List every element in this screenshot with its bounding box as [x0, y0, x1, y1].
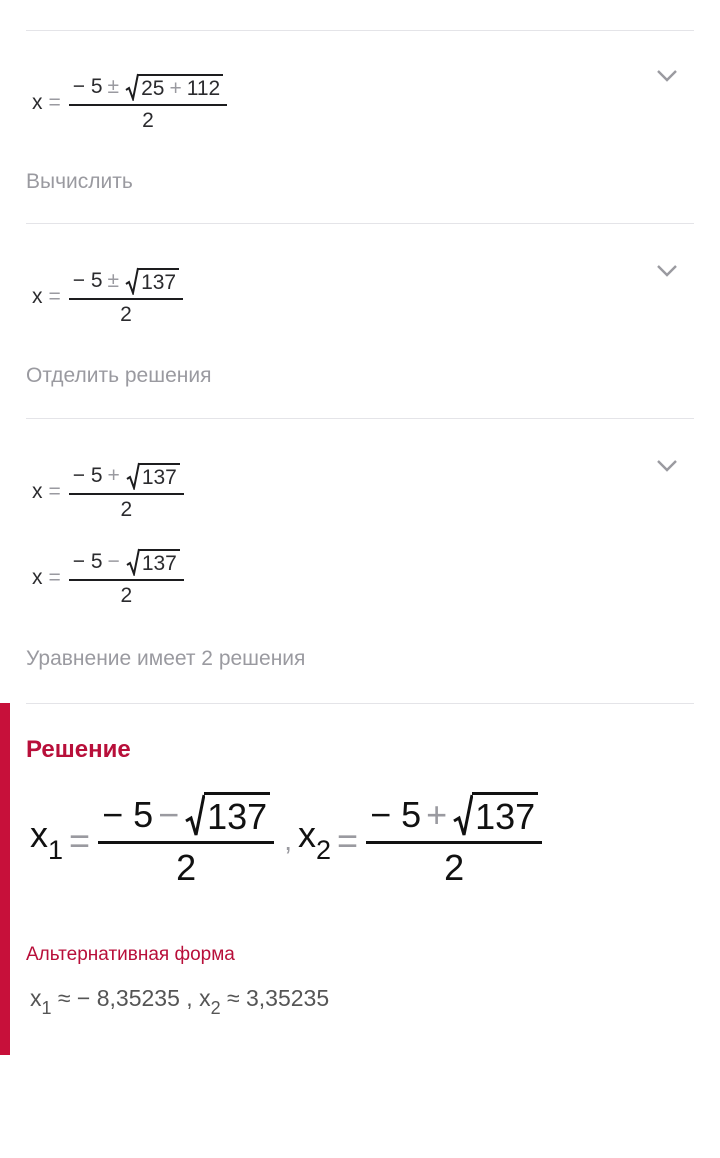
numerator — [366, 792, 542, 841]
plus-minus-sign: ± — [107, 269, 120, 292]
alternative-form-title: Альтернативная форма — [26, 944, 235, 965]
denominator: 2 — [98, 841, 274, 889]
approx-value-x1: ≈ − 8,35235 — [57, 985, 180, 1011]
divider — [26, 703, 694, 704]
minus-sign: − — [107, 550, 120, 573]
separator: , — [284, 824, 292, 856]
fraction — [69, 73, 227, 133]
plus-sign: + — [426, 794, 448, 835]
divider — [26, 418, 694, 419]
variable: x — [30, 814, 48, 856]
equals-sign: = — [69, 819, 91, 861]
fraction — [69, 462, 184, 522]
term: − 5 — [102, 794, 154, 835]
solution-equation — [30, 792, 542, 889]
equals-sign: = — [48, 480, 61, 503]
term: − 5 — [72, 269, 103, 292]
step-label[interactable]: Вычислить — [26, 170, 133, 193]
divider — [26, 223, 694, 224]
square-root-icon — [125, 73, 139, 101]
step-1 — [26, 31, 694, 224]
fraction — [69, 267, 183, 327]
term: − 5 — [72, 75, 103, 98]
step-2-equation — [32, 267, 183, 327]
variable-x2 — [298, 814, 331, 866]
variable-x1 — [30, 814, 63, 866]
denominator: 2 — [69, 298, 183, 327]
step-3 — [26, 420, 694, 704]
minus-sign: − — [158, 794, 180, 835]
plus-sign: + — [107, 464, 120, 487]
chevron-down-icon[interactable] — [656, 459, 678, 473]
variable: x — [30, 985, 42, 1011]
plus-minus-sign: ± — [107, 75, 120, 98]
square-root-icon — [126, 548, 140, 576]
variable: x — [298, 814, 316, 856]
variable: x — [32, 480, 43, 503]
separator: , — [186, 985, 193, 1011]
square-root-icon — [125, 267, 139, 295]
term: − 5 — [72, 550, 103, 573]
denominator: 2 — [366, 841, 542, 889]
step-3-equation-2 — [32, 548, 184, 608]
subscript: 1 — [41, 998, 52, 1019]
equals-sign: = — [337, 819, 359, 861]
step-label[interactable]: Уравнение имеет 2 решения — [26, 647, 306, 670]
numerator — [69, 73, 227, 104]
subscript: 1 — [48, 835, 64, 866]
plus-sign: + — [169, 77, 182, 100]
denominator: 2 — [69, 104, 227, 133]
term: − 5 — [72, 464, 103, 487]
radicand: 137 — [139, 463, 180, 490]
radicand — [138, 74, 223, 101]
step-1-equation — [32, 73, 227, 133]
alternative-form — [30, 985, 329, 1019]
numerator — [69, 462, 184, 493]
fraction — [69, 548, 184, 608]
solution-accent-bar — [0, 703, 10, 1055]
term: − 5 — [370, 794, 422, 835]
numerator — [98, 792, 274, 841]
square-root — [125, 73, 223, 101]
radicand-part: 112 — [186, 77, 221, 100]
square-root — [185, 792, 270, 838]
radicand: 137 — [139, 549, 180, 576]
equals-sign: = — [48, 566, 61, 589]
square-root — [125, 267, 179, 295]
square-root-icon — [185, 794, 205, 838]
chevron-down-icon[interactable] — [656, 264, 678, 278]
chevron-down-icon[interactable] — [656, 69, 678, 83]
numerator — [69, 267, 183, 298]
solution-title: Решение — [26, 736, 131, 763]
square-root — [126, 462, 180, 490]
equals-sign: = — [48, 285, 61, 308]
fraction-x2 — [366, 792, 542, 889]
radicand-part: 25 — [141, 77, 165, 100]
radicand: 137 — [472, 792, 538, 838]
step-2 — [26, 225, 694, 419]
approx-value-x2: ≈ 3,35235 — [226, 985, 330, 1011]
square-root — [126, 548, 180, 576]
equals-sign: = — [48, 91, 61, 114]
subscript: 2 — [316, 835, 332, 866]
subscript: 2 — [210, 998, 221, 1019]
square-root-icon — [453, 794, 473, 838]
radicand: 137 — [138, 268, 179, 295]
variable: x — [32, 566, 43, 589]
radicand: 137 — [204, 792, 270, 838]
numerator — [69, 548, 184, 579]
square-root-icon — [126, 462, 140, 490]
step-3-equation-1 — [32, 462, 184, 522]
denominator: 2 — [69, 493, 184, 522]
variable: x — [199, 985, 211, 1011]
step-label[interactable]: Отделить решения — [26, 364, 212, 387]
fraction-x1 — [98, 792, 274, 889]
variable: x — [32, 285, 43, 308]
denominator: 2 — [69, 579, 184, 608]
variable: x — [32, 91, 43, 114]
square-root — [453, 792, 538, 838]
